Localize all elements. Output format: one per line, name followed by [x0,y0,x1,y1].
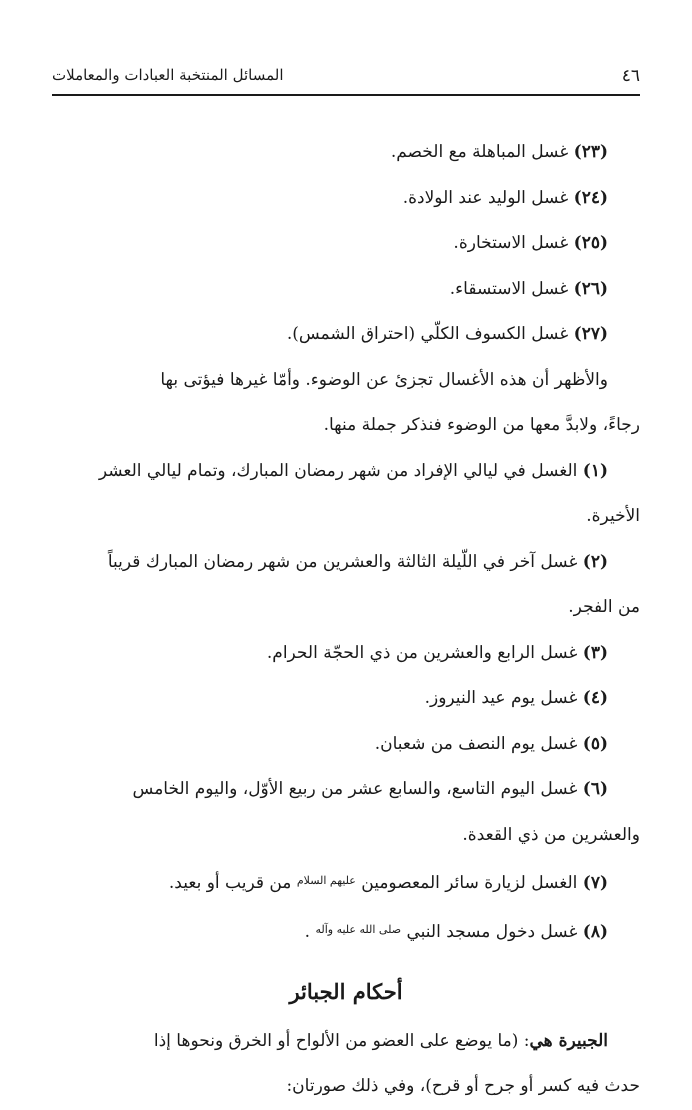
item-text: الغسل لزيارة سائر المعصومين [355,873,583,893]
running-header [52,66,640,92]
list-item-7 [52,858,640,907]
item-text: غسل الرابع والعشرين من ذي الحجّة الحرام. [266,642,583,663]
item-text: غسل الكسوف الكلّي (احتراق الشمس). [286,324,574,344]
item-number: (٥) [582,733,608,754]
item-number: (٢٦) [573,278,608,299]
item-text: غسل الاستخارة. [453,233,574,253]
header-rule [52,94,640,96]
honorific-glyph: صلى الله عليه وآله [315,922,402,936]
item-text: غسل الاستسقاء. [449,278,574,299]
item-number: (٢٧) [573,324,608,344]
list-item-25 [52,221,640,267]
item-number: (٤) [582,688,608,708]
item-number: (١) [582,460,608,481]
item-number: (٢٣) [573,142,608,162]
body-text [52,130,640,1110]
item-number: (٨) [582,921,608,942]
list-item-1 [52,449,640,495]
list-item-1-continuation: الأخيرة. [586,506,640,526]
honorific-glyph: عليهم السلام [296,874,356,887]
item-text: غسل يوم عيد النيروز. [424,688,583,708]
item-text: غسل الوليد عند الولادة. [402,187,574,208]
item-text: الغسل في ليالي الإفراد من شهر رمضان المبارك، وتمام ليالي العشر [98,460,583,481]
item-number: (٢٤) [573,187,608,208]
list-item-26 [52,267,640,313]
list-item-27 [52,312,640,358]
item-text: غسل المباهلة مع الخصم. [390,142,574,162]
item-text: غسل اليوم التاسع، والسابع عشر من ربيع الأوّل، واليوم الخامس [132,779,583,799]
item-number: (٢) [582,551,608,572]
item-number: (٦) [582,779,608,799]
defined-term: الجبيرة هي [529,1030,608,1051]
item-number: (٢٥) [573,233,608,253]
paragraph-line: والأظهر أن هذه الأغسال تجزئ عن الوضوء. وأمّا غيرها فيؤتى بها [160,369,608,390]
definition-text: : (ما يوضع على العضو من الألواح أو الخرق ونحوها إذا [153,1030,530,1051]
list-item-5 [52,722,640,768]
list-item-8 [52,907,640,956]
list-item-2 [52,540,640,586]
page-number: ٤٦ [621,66,640,86]
list-item-24 [52,176,640,222]
item-text: غسل يوم النصف من شعبان. [374,733,583,754]
list-item-6-continuation: والعشرين من ذي القعدة. [462,824,640,845]
definition-line: حدث فيه كسر أو جرح أو قرح)، وفي ذلك صورتان: [286,1076,640,1096]
running-title: المسائل المنتخبة العبادات والمعاملات [52,66,284,84]
list-item-3 [52,631,640,677]
item-text: غسل دخول مسجد النبي [401,921,583,942]
list-item-23 [52,130,640,176]
list-item-2-continuation: من الفجر. [568,597,640,617]
list-item-6 [52,767,640,813]
definition-line [52,1019,640,1065]
item-text: من قريب أو بعيد. [168,873,297,893]
book-page [52,0,640,1096]
item-text: غسل آخر في اللّيلة الثالثة والعشرين من شهر رمضان المبارك قريباً [107,551,583,572]
paragraph-line: رجاءً، ولابدَّ معها من الوضوء فنذكر جملة منها. [323,415,640,435]
list-item-4 [52,676,640,722]
item-number: (٣) [582,642,608,663]
item-number: (٧) [582,873,608,893]
item-text: . [304,921,316,942]
section-heading: أحكام الجبائر [289,979,403,1004]
